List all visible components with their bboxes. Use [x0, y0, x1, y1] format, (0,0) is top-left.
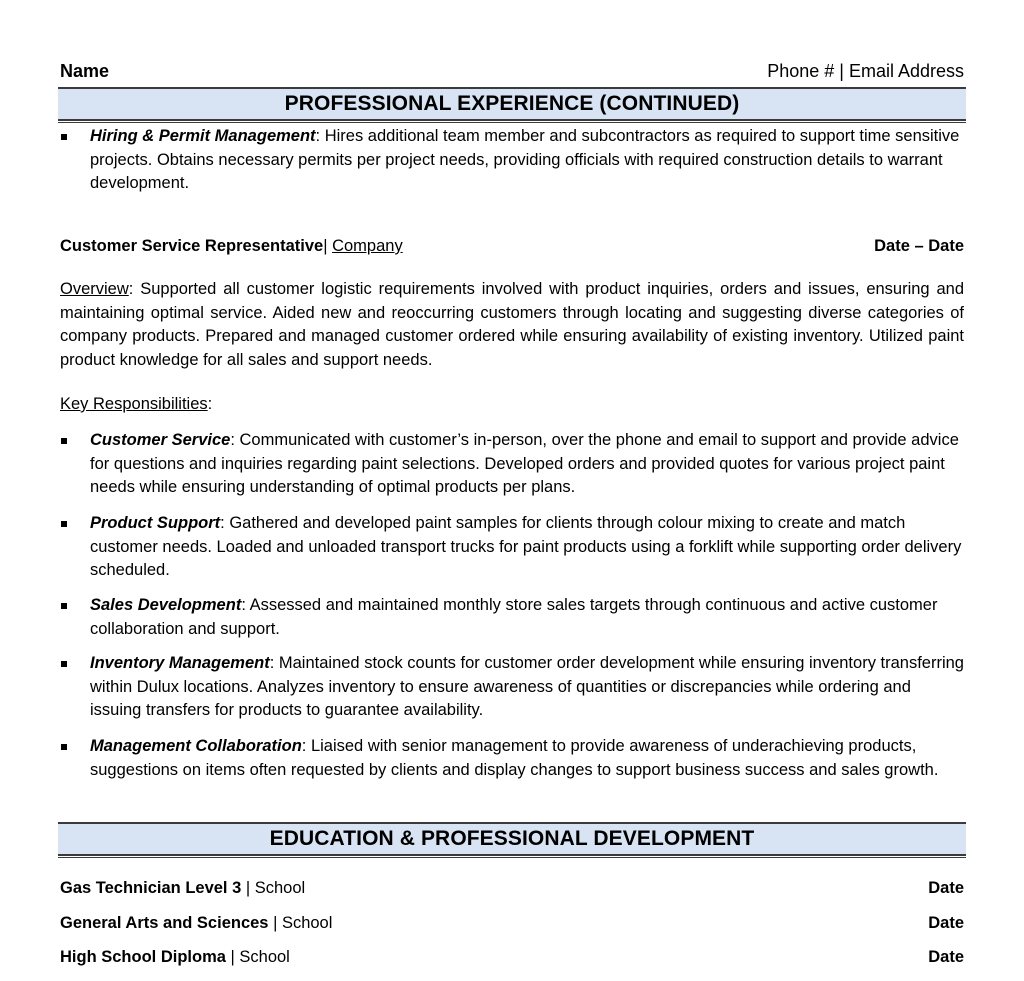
- bullet-lead: Customer Service: [90, 431, 231, 449]
- job-overview: [60, 278, 964, 372]
- key-responsibilities-label: Key Responsibilities: [60, 395, 208, 413]
- resume-header: [60, 61, 964, 82]
- bullet-text: : Liaised with senior management to provide awareness of underachieving products, suggestions on items often requested by clients and display changes to support business success and sales growth.: [90, 737, 939, 779]
- education-section-title: EDUCATION & PROFESSIONAL DEVELOPMENT: [269, 827, 755, 850]
- degree-name: General Arts and Sciences: [60, 914, 269, 932]
- bullet-text: : Communicated with customer’s in-person, over the phone and email to support and provide advice for questions and inquiries regarding paint selections. Developed orders and provided quotes for various project paint needs while ensuring understanding of optimal products per plans.: [90, 431, 959, 496]
- bullet-square-icon: [61, 134, 67, 140]
- job-header: [60, 237, 964, 256]
- school-name: School: [239, 948, 290, 966]
- degree-name: High School Diploma: [60, 948, 226, 966]
- education-item: Gas Technician Level 3 | School Date: [60, 879, 964, 897]
- bullet-lead: Inventory Management: [90, 654, 270, 672]
- school-name: School: [254, 879, 306, 897]
- bullet-lead: Management Collaboration: [90, 737, 302, 755]
- degree-name: Gas Technician Level 3: [60, 879, 242, 897]
- responsibility-bullet: [60, 512, 964, 583]
- key-responsibilities-heading: Key Responsibilities:: [60, 395, 213, 413]
- continued-bullet: [60, 125, 964, 196]
- bullet-lead: Sales Development: [90, 596, 242, 614]
- responsibility-bullet: [60, 429, 964, 500]
- bullet-text: : Maintained stock counts for customer order development while ensuring inventory transferring within Dulux locations. Analyzes inventory to ensure awareness of quantities or discrepancies while ordering and issuing transfers for products to guarantee availability.: [90, 654, 964, 719]
- bullet-square-icon: [61, 603, 67, 609]
- education-date: Date: [928, 948, 964, 966]
- responsibility-bullet: [60, 594, 964, 641]
- education-section-heading: [58, 822, 966, 856]
- school-name: School: [281, 914, 333, 932]
- company-name: Company: [332, 237, 403, 255]
- candidate-name: Name: [60, 61, 110, 81]
- overview-text: : Supported all customer logistic requirements involved with product inquiries, orders and issues, ensuring and maintaining optimal service. Aided new and reoccurring customers through locating and suggesting diverse categories of company products. Prepared and managed customer ordered while ensuring availability of existing inventory. Utilized paint product knowledge for all sales and support needs.: [60, 280, 964, 369]
- contact-info: Phone # | Email Address: [767, 61, 964, 81]
- bullet-text: : Assessed and maintained monthly store sales targets through continuous and active customer collaboration and support.: [90, 596, 938, 638]
- bullet-lead: Hiring & Permit Management: [90, 127, 316, 145]
- experience-section-title: PROFESSIONAL EXPERIENCE (CONTINUED): [284, 92, 740, 115]
- bullet-text: : Gathered and developed paint samples for clients through colour mixing to create and match customer needs. Loaded and unloaded transport trucks for paint products using a forklift while supporting order delivery scheduled.: [90, 514, 962, 579]
- responsibility-bullet: [60, 735, 964, 782]
- bullet-square-icon: [61, 661, 67, 667]
- responsibility-bullet: [60, 652, 964, 723]
- bullet-square-icon: [61, 438, 67, 444]
- education-date: Date: [928, 879, 964, 897]
- job-title: Customer Service Representative: [60, 237, 324, 255]
- experience-section-heading: [58, 87, 966, 121]
- overview-label: Overview: [60, 280, 129, 298]
- education-item: High School Diploma | School Date: [60, 948, 964, 966]
- bullet-square-icon: [61, 744, 67, 750]
- bullet-lead: Product Support: [90, 514, 221, 532]
- job-separator: |: [323, 237, 333, 255]
- education-item: General Arts and Sciences | School Date: [60, 914, 964, 932]
- bullet-text: : Hires additional team member and subcontractors as required to support time sensitive projects. Obtains necessary permits per project needs, providing officials with required construction details to warrant development.: [90, 127, 960, 192]
- bullet-square-icon: [61, 521, 67, 527]
- education-date: Date: [928, 914, 964, 932]
- job-date: Date – Date: [874, 237, 964, 255]
